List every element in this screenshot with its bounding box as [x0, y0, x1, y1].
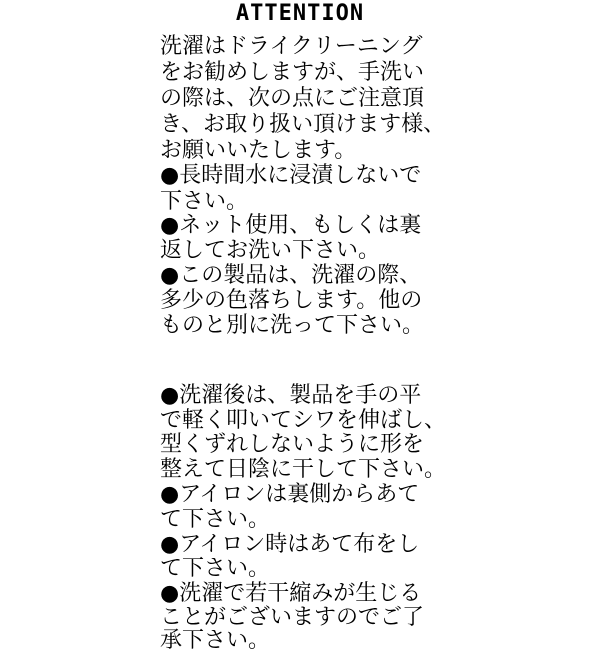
instruction-line: をお勧めしますが、手洗い	[160, 60, 425, 85]
instruction-line: 返してお洗い下さい。	[160, 238, 381, 263]
instruction-line: き、お取り扱い頂けます様、	[160, 112, 446, 137]
bullet-line: ●長時間水に浸漬しないで	[160, 163, 422, 188]
attention-heading: ATTENTION	[235, 1, 365, 26]
instruction-line: 承下さい。	[160, 628, 271, 653]
instruction-line: 洗濯はドライクリーニング	[160, 34, 423, 59]
bullet-line: ●アイロンは裏側からあて	[160, 482, 420, 507]
bullet-line: ●アイロン時はあて布をし	[160, 532, 420, 557]
instruction-line: で軽く叩いてシワを伸ばし、	[160, 408, 447, 433]
bullet-line: ●洗濯で若干縮みが生じる	[160, 581, 422, 606]
instruction-line: 下さい。	[160, 189, 249, 214]
bullet-line: ●この製品は、洗濯の際、	[160, 263, 422, 288]
instruction-line: の際は、次の点にご注意頂	[160, 86, 425, 111]
instruction-line: ことがございますのでご了	[160, 605, 425, 630]
instruction-line: 多少の色落ちします。他の	[160, 288, 423, 313]
instruction-line: て下さい。	[160, 507, 271, 532]
instruction-line: て下さい。	[160, 556, 271, 581]
instruction-line: 型くずれしないように形を	[160, 432, 425, 457]
bullet-line: ●ネット使用、もしくは裏	[160, 213, 422, 238]
instruction-line: お願いいたします。	[160, 138, 357, 163]
instruction-line: 整えて日陰に干して下さい。	[160, 457, 447, 482]
bullet-line: ●洗濯後は、製品を手の平	[160, 383, 422, 408]
instruction-line: ものと別に洗って下さい。	[160, 313, 425, 338]
